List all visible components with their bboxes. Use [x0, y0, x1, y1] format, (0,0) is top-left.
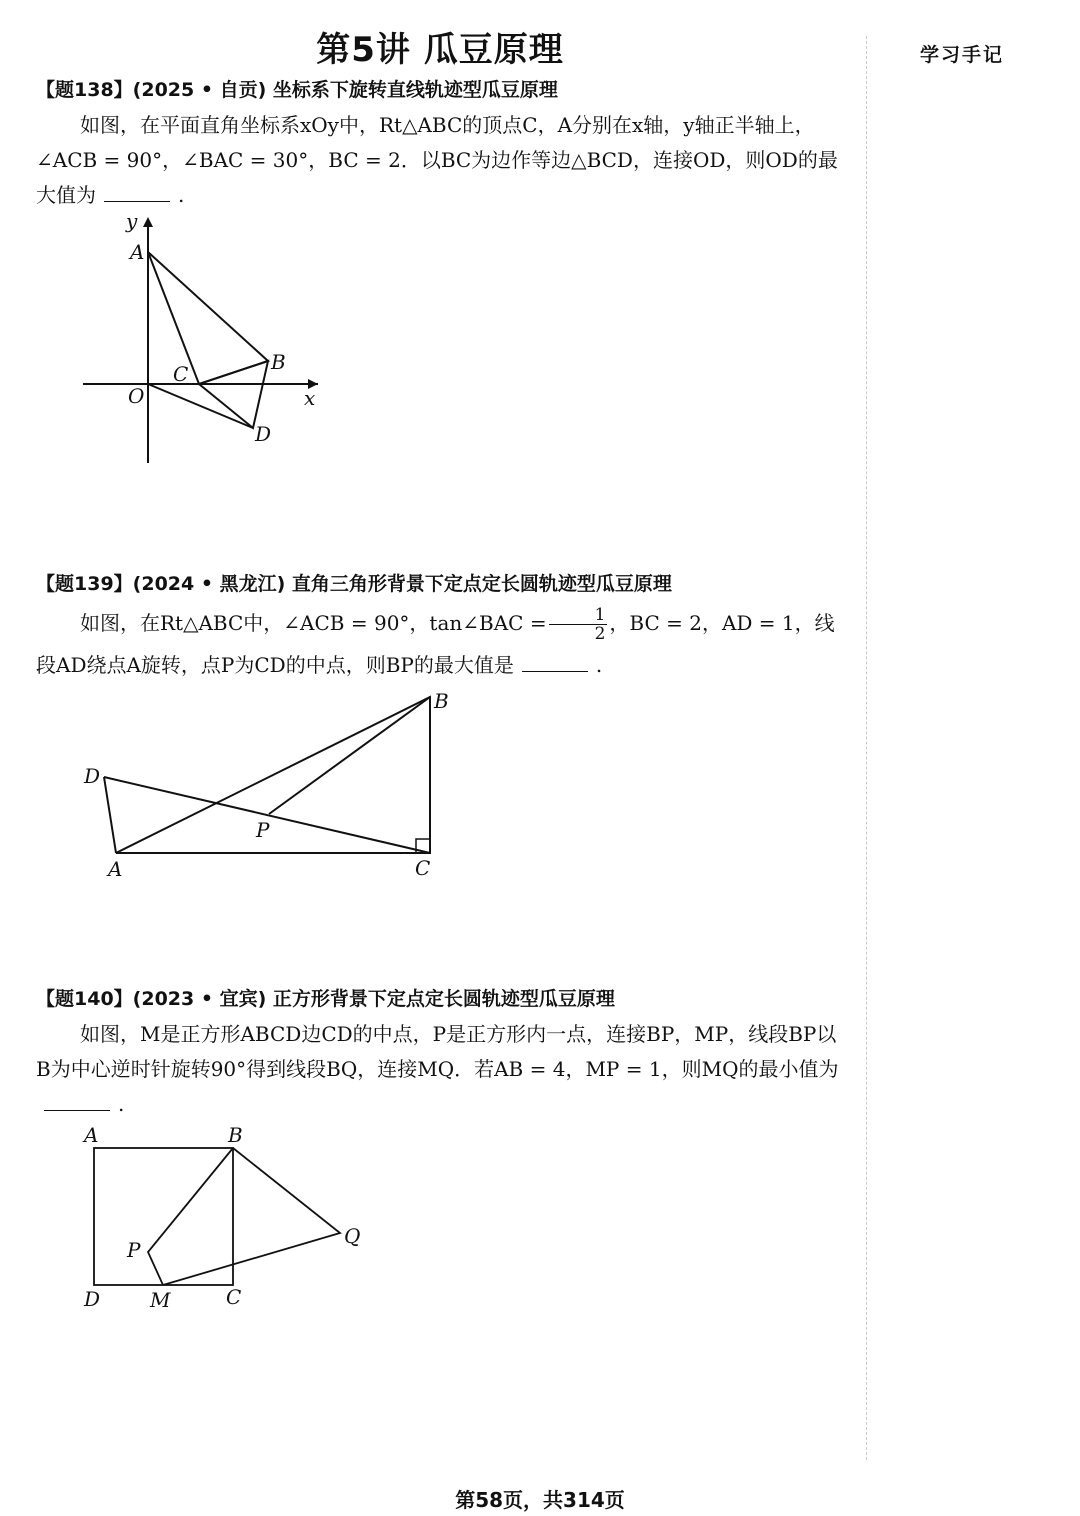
fraction-denominator: 2	[594, 624, 606, 644]
label-a: A	[130, 240, 145, 264]
problem-139	[36, 570, 848, 686]
problem-text	[36, 1017, 848, 1122]
label-d: D	[84, 1287, 101, 1311]
label-b: B	[228, 1123, 243, 1147]
problem-end: .	[178, 183, 185, 207]
problem-header: 【题139】(2024 • 黑龙江) 直角三角形背景下定点定长圆轨迹型瓜豆原理	[36, 573, 672, 595]
label-b: B	[271, 350, 286, 374]
problem-140	[36, 985, 848, 1122]
figure-138	[0, 205, 420, 475]
answer-blank[interactable]	[522, 653, 588, 672]
label-a: A	[84, 1123, 99, 1147]
label-p: P	[256, 818, 270, 842]
problem-end: .	[118, 1092, 125, 1116]
fraction	[549, 606, 608, 643]
fraction-numerator: 1	[549, 606, 608, 625]
square-abcd	[94, 1148, 233, 1285]
label-b: B	[434, 689, 449, 713]
label-d: D	[255, 422, 272, 446]
problem-statement: 如图，在平面直角坐标系xOy中，Rt△ABC的顶点C，A分别在x轴，y轴正半轴上，∠ACB = 90°，∠BAC = 30°，BC = 2．以BC为边作等边△BCD，连接OD，则OD的最大值为	[36, 113, 838, 207]
problem-statement: 如图，M是正方形ABCD边CD的中点，P是正方形内一点，连接BP，MP，线段BP以B为中心逆时针旋转90°得到线段BQ，连接MQ．若AB = 4，MP = 1，则MQ的最小值为	[36, 1022, 839, 1081]
label-c: C	[415, 856, 431, 880]
page-title: 第5讲 瓜豆原理	[316, 30, 564, 70]
page-footer: 第58页，共314页	[455, 1488, 625, 1512]
problem-statement-b: ，BC = 2，AD = 1，线段AD绕点A旋转，点P为CD的中点，则BP的最大值是	[36, 611, 835, 677]
triangle-abc	[148, 252, 268, 384]
segment-od	[148, 384, 253, 428]
problem-statement-a: 如图，在Rt△ABC中，∠ACB = 90°，tan∠BAC =	[80, 611, 547, 635]
problem-header: 【题138】(2025 • 自贡) 坐标系下旋转直线轨迹型瓜豆原理	[36, 79, 558, 101]
figure-139	[0, 685, 480, 885]
problem-138	[36, 76, 848, 213]
triangle-bcd	[199, 361, 268, 428]
label-m: M	[150, 1288, 171, 1312]
segment-pb	[269, 697, 430, 814]
label-p: P	[127, 1238, 141, 1262]
notes-divider	[866, 36, 867, 1460]
problem-header: 【题140】(2023 • 宜宾) 正方形背景下定点定长圆轨迹型瓜豆原理	[36, 988, 615, 1010]
answer-blank[interactable]	[104, 183, 170, 202]
label-y: y	[126, 209, 138, 233]
segments-bq-qm	[163, 1148, 340, 1285]
label-x: x	[304, 386, 316, 410]
problem-text	[36, 108, 848, 213]
answer-blank[interactable]	[44, 1092, 110, 1111]
label-o: O	[128, 384, 145, 408]
figure-140	[0, 1122, 420, 1322]
study-notes-label: 学习手记	[920, 44, 1005, 66]
label-c: C	[173, 362, 189, 386]
label-d: D	[84, 764, 101, 788]
triangle-abc	[116, 697, 430, 853]
label-a: A	[108, 857, 123, 881]
segment-ad	[104, 777, 116, 853]
y-axis-arrow-icon	[143, 217, 153, 227]
segments-bp-pm	[148, 1148, 233, 1285]
problem-end: .	[595, 653, 603, 677]
label-q: Q	[344, 1224, 361, 1248]
label-c: C	[226, 1285, 242, 1309]
problem-text	[36, 602, 848, 686]
